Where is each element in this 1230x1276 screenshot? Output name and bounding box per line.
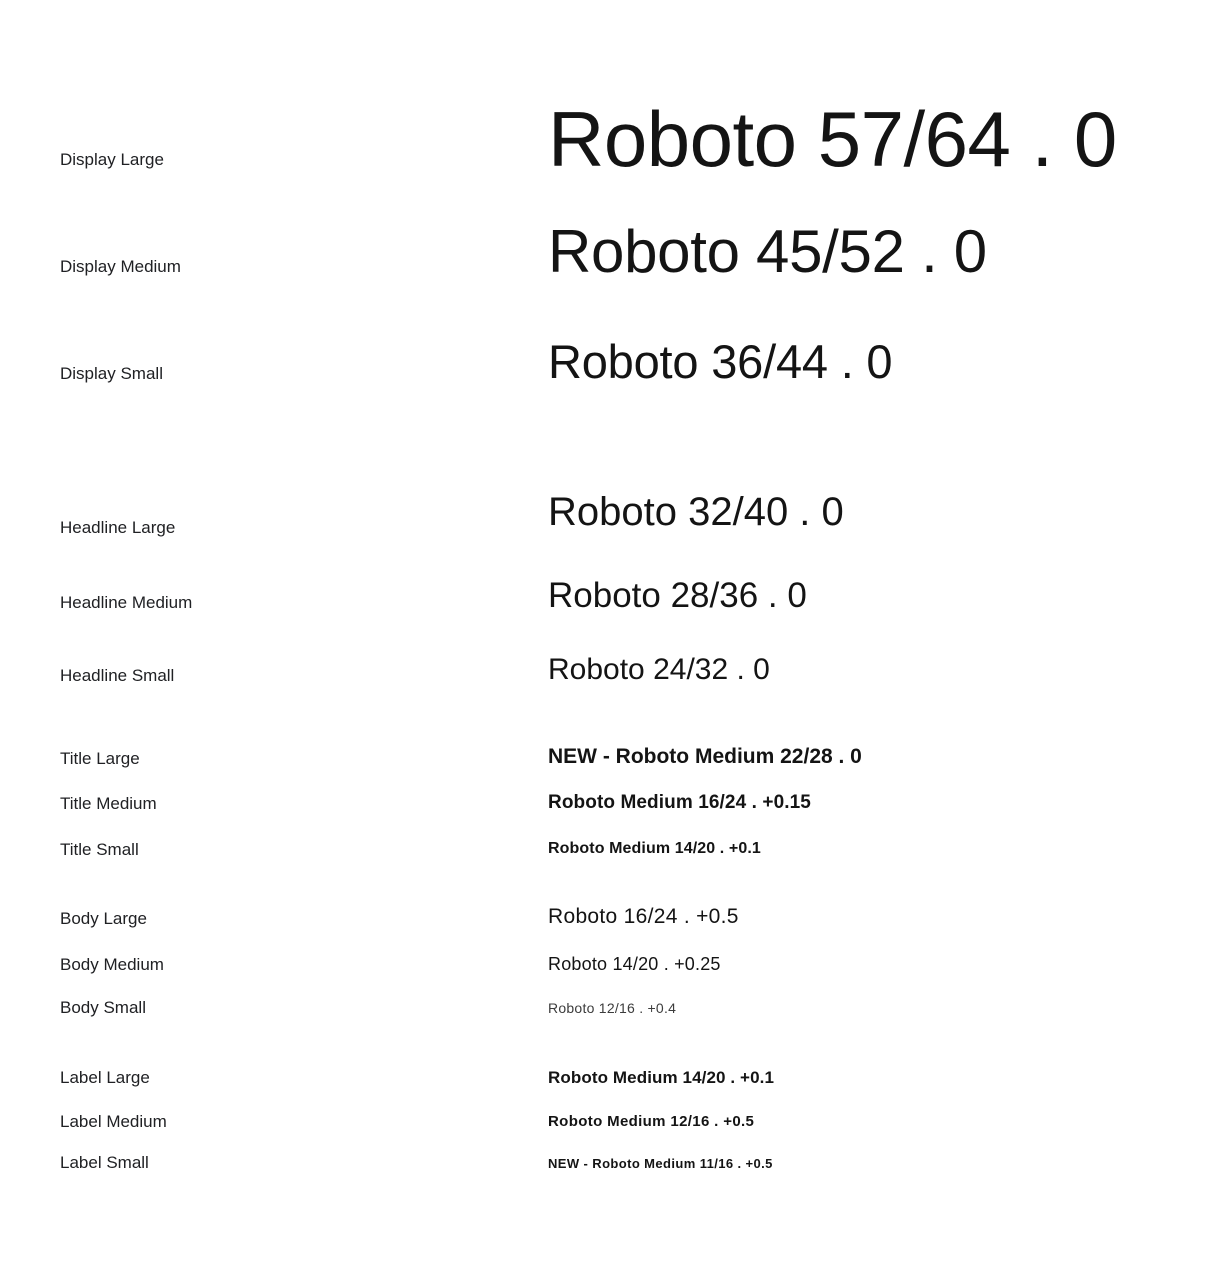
type-row-sample-body-medium: Roboto 14/20 . +0.25 bbox=[548, 954, 721, 974]
type-row-sample-title-large: NEW - Roboto Medium 22/28 . 0 bbox=[548, 745, 862, 768]
type-row-label-headline-small: Headline Small bbox=[60, 666, 175, 685]
type-row-label-body-small: Body Small bbox=[60, 998, 146, 1017]
type-row-sample-body-small: Roboto 12/16 . +0.4 bbox=[548, 1000, 677, 1016]
type-row-label-title-small: Title Small bbox=[60, 840, 139, 859]
type-row-sample-headline-large: Roboto 32/40 . 0 bbox=[548, 490, 844, 534]
type-row-sample-body-large: Roboto 16/24 . +0.5 bbox=[548, 905, 739, 928]
type-row-label-display-large: Display Large bbox=[60, 150, 164, 169]
type-row-label-headline-medium: Headline Medium bbox=[60, 593, 193, 612]
type-row-label-title-large: Title Large bbox=[60, 749, 140, 768]
type-row-label-label-medium: Label Medium bbox=[60, 1112, 167, 1131]
type-row-label-label-small: Label Small bbox=[60, 1153, 149, 1172]
type-row-sample-label-medium: Roboto Medium 12/16 . +0.5 bbox=[548, 1113, 755, 1130]
type-row-sample-display-medium: Roboto 45/52 . 0 bbox=[548, 218, 987, 285]
type-row-sample-display-large: Roboto 57/64 . 0 bbox=[548, 95, 1117, 183]
type-row-sample-headline-small: Roboto 24/32 . 0 bbox=[548, 653, 770, 686]
type-row-label-display-medium: Display Medium bbox=[60, 257, 181, 276]
type-row-label-display-small: Display Small bbox=[60, 364, 163, 383]
type-row-label-label-large: Label Large bbox=[60, 1068, 150, 1087]
type-row-sample-label-small: NEW - Roboto Medium 11/16 . +0.5 bbox=[548, 1156, 773, 1171]
type-row-sample-label-large: Roboto Medium 14/20 . +0.1 bbox=[548, 1068, 775, 1087]
type-row-sample-title-small: Roboto Medium 14/20 . +0.1 bbox=[548, 840, 761, 857]
type-row-label-title-medium: Title Medium bbox=[60, 794, 157, 813]
type-row-label-body-medium: Body Medium bbox=[60, 955, 164, 974]
type-row-sample-title-medium: Roboto Medium 16/24 . +0.15 bbox=[548, 792, 811, 813]
type-row-sample-headline-medium: Roboto 28/36 . 0 bbox=[548, 576, 807, 615]
type-row-sample-display-small: Roboto 36/44 . 0 bbox=[548, 335, 893, 388]
type-row-label-body-large: Body Large bbox=[60, 909, 147, 928]
type-row-label-headline-large: Headline Large bbox=[60, 518, 176, 537]
